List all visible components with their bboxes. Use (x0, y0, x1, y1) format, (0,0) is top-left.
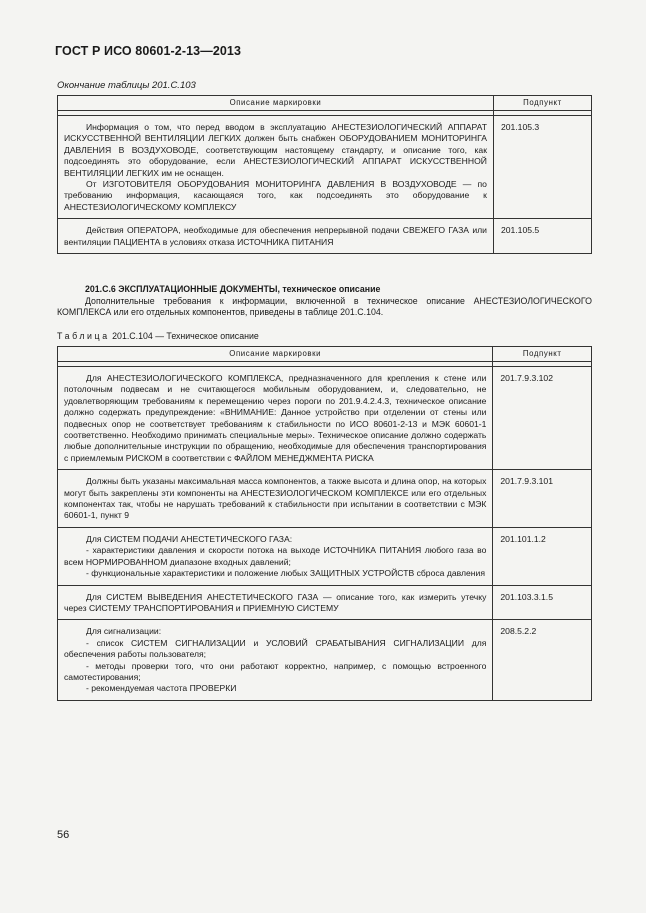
table-row (58, 620, 592, 700)
description-cell (58, 367, 493, 470)
description-text: Информация о том, что перед вводом в эксплуатацию АНЕСТЕЗИОЛОГИЧЕСКИЙ АППАРАТ ИСКУССТВЕННОЙ ВЕНТИЛЯЦИИ ЛЕГКИХ должен быть снабжен ОБОРУДОВАНИЕМ МОНИТОРИНГА ДАВЛЕНИЯ В ВОЗДУХОВОДЕ, соответствующим настоящему стандарту, и описание того, как подсоединять это оборудование, если АНЕСТЕЗИОЛОГИЧЕСКИЙ АППАРАТ ИСКУССТВЕННОЙ ВЕНТИЛЯЦИИ ЛЕГКИХ им не оснащен. (64, 122, 487, 178)
section-201-c-6 (57, 284, 592, 319)
column-header-description: Описание маркировки (58, 96, 494, 111)
description-cell (58, 470, 493, 528)
document-header: ГОСТ Р ИСО 80601-2-13—2013 (55, 44, 242, 58)
subclause-ref: 201.105.3 (493, 116, 591, 219)
description-list-item: - методы проверки того, что они работают корректно, например, с помощью встроенного самотестирования; (64, 660, 487, 682)
subclause-ref: 208.5.2.2 (493, 620, 592, 700)
table-row (58, 585, 592, 620)
subclause-ref: 201.7.9.3.102 (493, 367, 592, 470)
subclause-ref: 201.103.3.1.5 (493, 585, 592, 620)
description-cell (58, 219, 494, 254)
description-text: Должны быть указаны максимальная масса компонентов, а также высота и длина опор, на которых могут быть закреплены эти компоненты на АНЕСТЕЗИОЛОГИЧЕСКОМ КОМПЛЕКСЕ или его отдельных компонентах так, чтобы не нарушать требований к стабильности при испытании в соответствии с МЭК 60601-1, пункт 9 (64, 476, 487, 521)
table-row (58, 367, 592, 470)
table-caption-rest: 201.С.104 — Техническое описание (112, 331, 259, 341)
subclause-ref: 201.7.9.3.101 (493, 470, 592, 528)
description-list-item: - характеристики давления и скорости потока на выходе ИСТОЧНИКА ПИТАНИЯ любого газа во всем НОРМИРОВАННОМ диапазоне входных давлений; (64, 545, 487, 567)
description-cell (58, 116, 494, 219)
table-caption-word: Таблица (57, 331, 110, 341)
table-row (58, 527, 592, 585)
section-body: Дополнительные требования к информации, включенной в техническое описание АНЕСТЕЗИОЛОГИЧЕСКОГО КОМПЛЕКСА или его отдельных компонентов, приведены в таблице 201.С.104. (57, 295, 592, 318)
description-cell (58, 527, 493, 585)
section-title (57, 284, 592, 296)
technical-description-table-201-c-104 (57, 346, 592, 701)
section-title-caps: ЭКСПЛУАТАЦИОННЫЕ ДОКУМЕНТЫ, (118, 284, 280, 294)
page-number: 56 (57, 829, 70, 841)
section-title-rest: техническое описание (282, 284, 381, 294)
table-row (58, 116, 592, 219)
subclause-ref: 201.101.1.2 (493, 527, 592, 585)
marking-table-201-c-103 (57, 95, 592, 254)
description-text: Для АНЕСТЕЗИОЛОГИЧЕСКОГО КОМПЛЕКСА, предназначенного для крепления к стене или потолочным подвесам и не считающегося мобильным оборудованием, и, следовательно, не удовлетворяющим требованиям к перемещению через пороги по 201.9.4.2.4.3, техническое описание должно содержать предупреждение: «ВНИМАНИЕ: Данное устройство при отделении от стены или подвесных опор не соответствует требованиям к стабильности по ИСО 80601-2-13 и МЭК 60601-1 соответственно. Необходимо принимать специальные меры». Техническое описание должно содержать любые дополнительные инструкции по обращению, необходимые для обеспечения транспортирования с приемлемым РИСКОМ в соответствии с ФАЙЛОМ МЕНЕДЖМЕНТА РИСКА (64, 373, 487, 463)
description-list-item: - функциональные характеристики и положение любых ЗАЩИТНЫХ УСТРОЙСТВ сброса давления (86, 568, 485, 579)
description-text: Действия ОПЕРАТОРА, необходимые для обеспечения непрерывной подачи СВЕЖЕГО ГАЗА или вентиляции ПАЦИЕНТА в условиях отказа ИСТОЧНИКА ПИТАНИЯ (64, 225, 487, 247)
description-text: Для СИСТЕМ ПОДАЧИ АНЕСТЕТИЧЕСКОГО ГАЗА: (86, 533, 293, 544)
table-row (58, 219, 592, 254)
description-list-item: - рекомендуемая частота ПРОВЕРКИ (86, 683, 237, 694)
description-text: Для СИСТЕМ ВЫВЕДЕНИЯ АНЕСТЕТИЧЕСКОГО ГАЗА — описание того, как измерить утечку через СИСТЕМУ ТРАНСПОРТИРОВАНИЯ и ПРИЕМНУЮ СИСТЕМУ (64, 591, 487, 613)
description-cell (58, 585, 493, 620)
table-caption-continuation: Окончание таблицы 201.С.103 (57, 80, 196, 91)
column-header-subclause: Подпункт (493, 96, 591, 111)
description-text: Для сигнализации: (86, 626, 162, 637)
column-header-subclause: Подпункт (493, 347, 592, 362)
table-row (58, 470, 592, 528)
description-cell (58, 620, 493, 700)
description-text: От ИЗГОТОВИТЕЛЯ ОБОРУДОВАНИЯ МОНИТОРИНГА ДАВЛЕНИЯ В ВОЗДУХОВОДЕ — по требованию информация, касающаяся того, как подсоединять это оборудование к АНЕСТЕЗИОЛОГИЧЕСКОМУ КОМПЛЕКСУ (64, 179, 487, 212)
table-caption (57, 331, 259, 341)
section-number: 201.С.6 (85, 284, 116, 294)
description-list-item: - список СИСТЕМ СИГНАЛИЗАЦИИ и УСЛОВИЙ СРАБАТЫВАНИЯ СИГНАЛИЗАЦИИ для обеспечения работы пользователя; (64, 637, 487, 660)
column-header-description: Описание маркировки (58, 347, 493, 362)
subclause-ref: 201.105.5 (493, 219, 591, 254)
